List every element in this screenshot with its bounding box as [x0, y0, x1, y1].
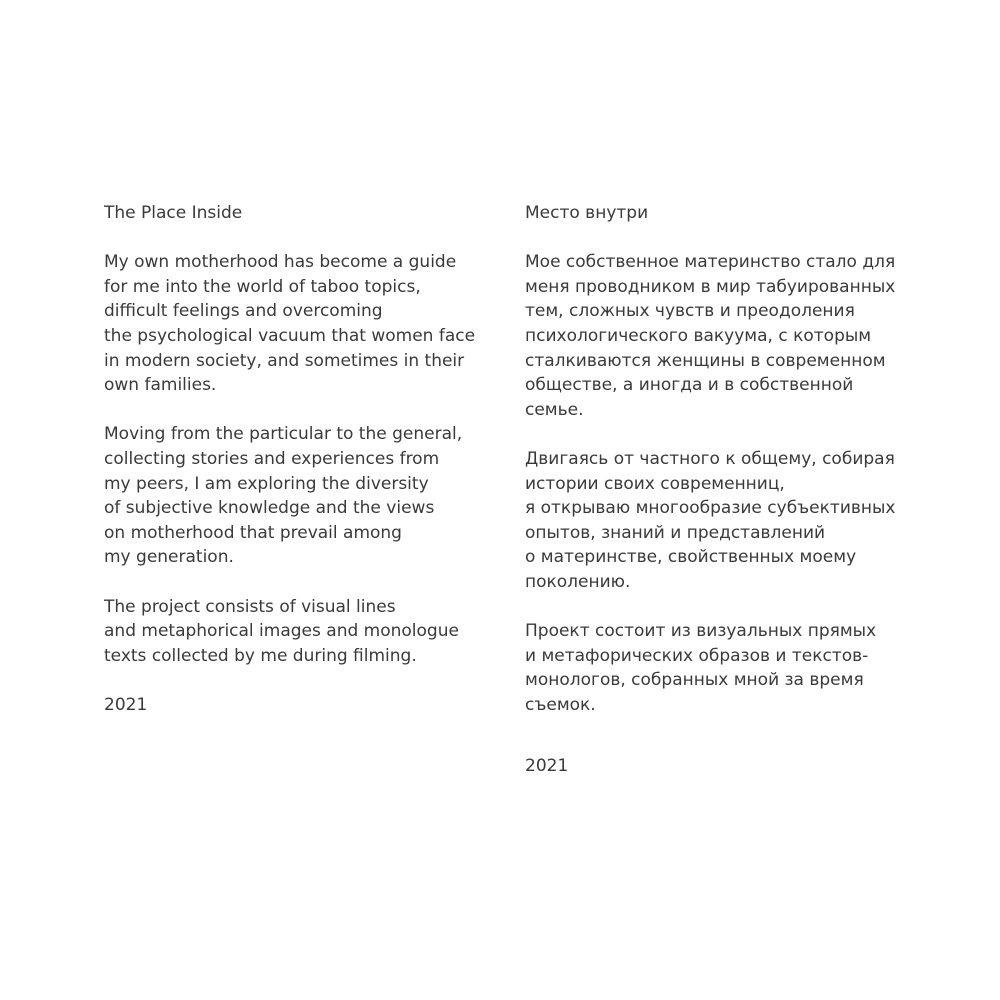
text-line: психологического вакуума, с которым	[525, 325, 872, 346]
text-line: Мое собственное материнство стало для	[525, 252, 896, 273]
text-line: Двигаясь от частного к общему, собирая	[525, 448, 895, 469]
text-line: for me into the world of taboo topics,	[104, 276, 421, 297]
text-line: my generation.	[104, 547, 234, 568]
text-line: difficult feelings and overcoming	[104, 301, 383, 322]
english-paragraph-3	[104, 595, 484, 669]
english-column	[104, 201, 484, 717]
english-title: The Place Inside	[104, 203, 243, 223]
text-line: монологов, собранных мной за время	[525, 670, 864, 691]
russian-paragraph-3	[525, 619, 905, 717]
text-line: on motherhood that prevail among	[104, 522, 402, 543]
text-line: texts collected by me during filming.	[104, 645, 417, 666]
text-line: меня проводником в мир табуированных	[525, 276, 896, 297]
text-line: My own motherhood has become a guide	[104, 252, 457, 273]
english-year: 2021	[104, 694, 148, 715]
text-line: Проект состоит из визуальных прямых	[525, 621, 877, 642]
text-line: Moving from the particular to the general,	[104, 424, 463, 445]
russian-column	[525, 201, 905, 779]
text-line: of subjective knowledge and the views	[104, 498, 435, 519]
text-line: сталкиваются женщины в современном	[525, 350, 886, 371]
russian-title: Место внутри	[525, 203, 649, 223]
text-line: the psychological vacuum that women face	[104, 325, 476, 346]
text-line: съемок.	[525, 694, 596, 715]
text-line: my peers, I am exploring the diversity	[104, 473, 429, 494]
text-line: тем, сложных чувств и преодоления	[525, 301, 855, 322]
text-line: and metaphorical images and monologue	[104, 621, 459, 642]
text-line: in modern society, and sometimes in their	[104, 350, 465, 371]
text-line: обществе, а иногда и в собственной	[525, 375, 854, 396]
text-line: поколению.	[525, 571, 631, 592]
text-line: истории своих современниц,	[525, 473, 785, 494]
russian-paragraph-1	[525, 250, 905, 422]
text-line: и метафорических образов и текстов-	[525, 645, 869, 666]
text-line: о материнстве, свойственных моему	[525, 547, 857, 568]
text-line: я открываю многообразие субъективных	[525, 498, 896, 519]
russian-year: 2021	[525, 756, 569, 777]
text-line: own families.	[104, 375, 217, 396]
text-line: collecting stories and experiences from	[104, 448, 440, 469]
text-line: опытов, знаний и представлений	[525, 522, 826, 543]
russian-paragraph-2	[525, 447, 905, 595]
english-paragraph-2	[104, 422, 484, 570]
english-paragraph-1	[104, 250, 484, 398]
text-line: семье.	[525, 399, 584, 420]
text-line: The project consists of visual lines	[104, 596, 396, 617]
